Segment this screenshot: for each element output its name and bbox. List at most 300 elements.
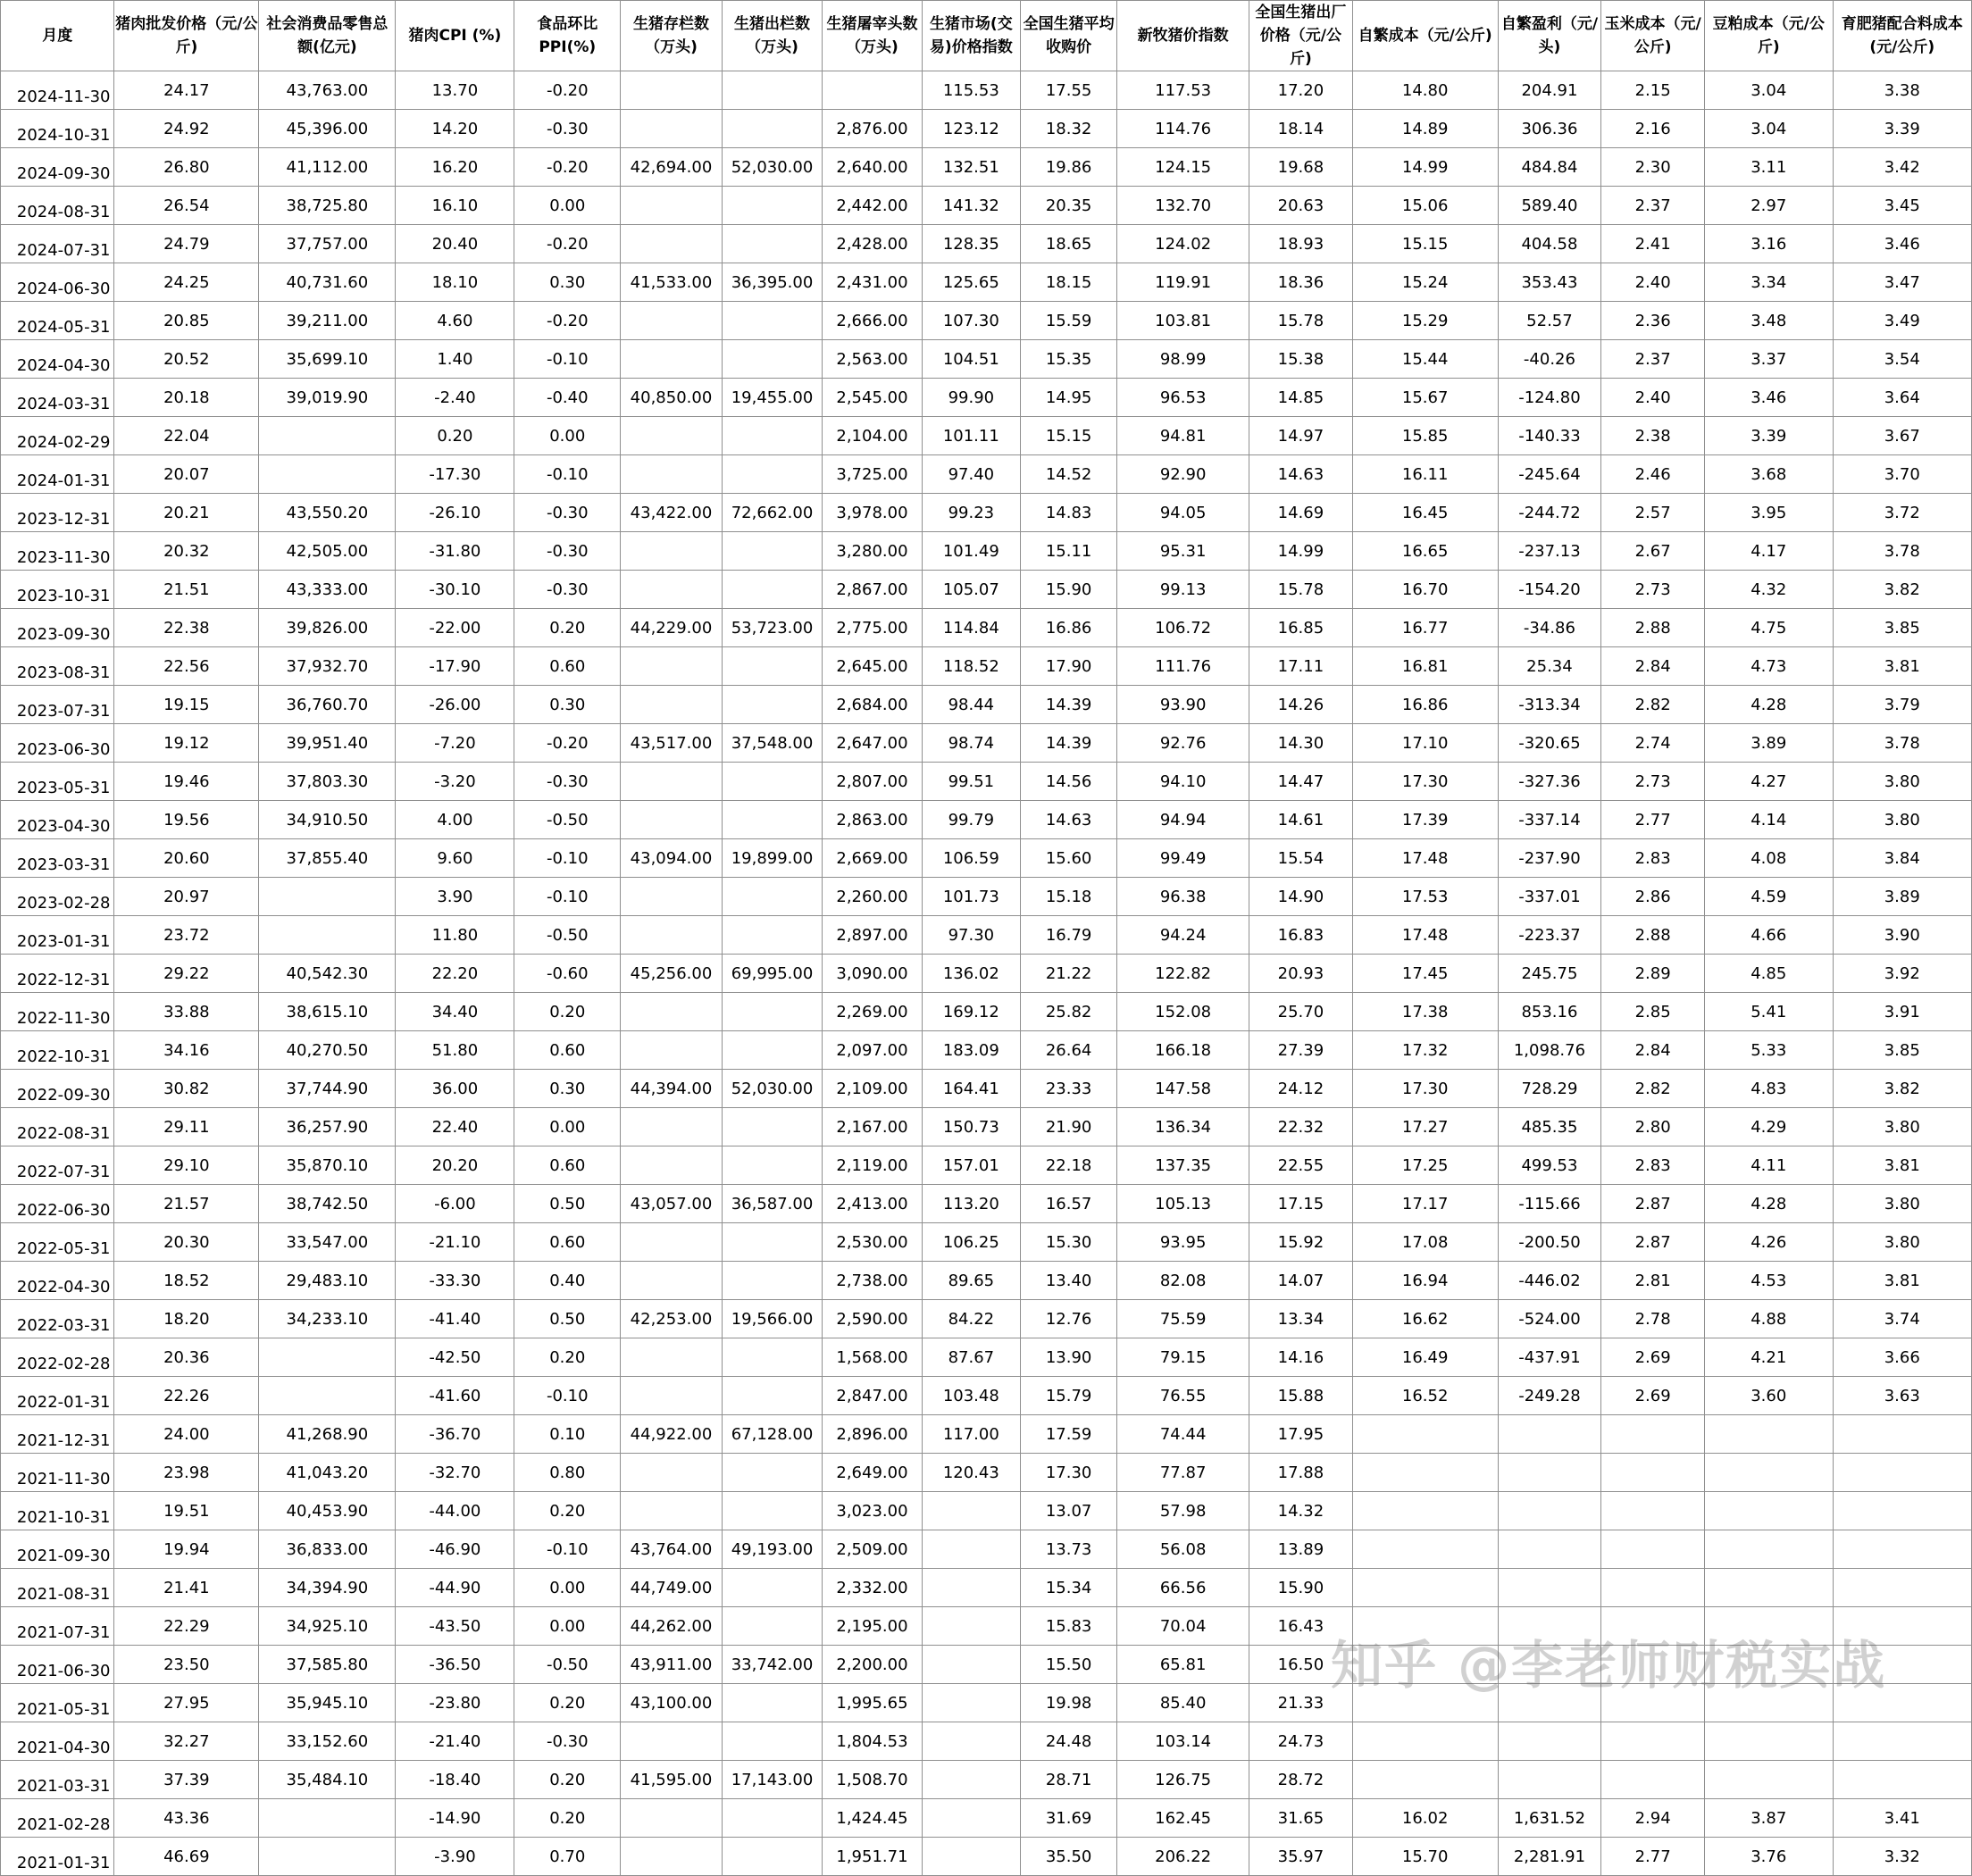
- table-cell: -115.66: [1498, 1185, 1601, 1223]
- table-cell: 20.60: [114, 839, 259, 878]
- table-cell: 132.51: [922, 148, 1020, 187]
- table-cell: 2,509.00: [823, 1530, 922, 1569]
- table-cell: -223.37: [1498, 916, 1601, 955]
- table-cell: -36.70: [396, 1415, 514, 1454]
- table-cell: [621, 571, 723, 609]
- table-cell: 97.30: [922, 916, 1020, 955]
- table-cell: 15.70: [1352, 1838, 1498, 1876]
- table-cell: 17.59: [1021, 1415, 1117, 1454]
- table-cell: 21.41: [114, 1569, 259, 1607]
- table-cell: 3.16: [1705, 225, 1834, 263]
- table-cell: [621, 993, 723, 1031]
- table-cell: 2.84: [1601, 647, 1705, 686]
- table-cell: -140.33: [1498, 417, 1601, 455]
- table-cell: [722, 1223, 822, 1262]
- table-cell: 34,394.90: [259, 1569, 396, 1607]
- table-cell: 35,699.10: [259, 340, 396, 379]
- table-cell: 99.79: [922, 801, 1020, 839]
- table-cell: 99.51: [922, 763, 1020, 801]
- table-cell: 76.55: [1117, 1377, 1249, 1415]
- table-cell: -200.50: [1498, 1223, 1601, 1262]
- column-header: 自繁盈利（元/头): [1498, 1, 1601, 71]
- table-cell: 20.52: [114, 340, 259, 379]
- table-cell: 94.81: [1117, 417, 1249, 455]
- table-cell: [621, 455, 723, 494]
- column-header: 全国生猪出厂价格（元/公斤): [1249, 1, 1353, 71]
- table-cell: [722, 571, 822, 609]
- table-cell: 43,422.00: [621, 494, 723, 532]
- row-date-cell: 2022-06-30: [1, 1185, 114, 1223]
- table-cell: 15.88: [1249, 1377, 1353, 1415]
- table-cell: 13.07: [1021, 1492, 1117, 1530]
- table-cell: 5.33: [1705, 1031, 1834, 1070]
- table-cell: 37,803.30: [259, 763, 396, 801]
- table-cell: 2.86: [1601, 878, 1705, 916]
- table-cell: 22.32: [1249, 1108, 1353, 1146]
- table-cell: -237.13: [1498, 532, 1601, 571]
- row-date-cell: 2022-05-31: [1, 1223, 114, 1262]
- table-cell: [1498, 1761, 1601, 1799]
- table-cell: 43,764.00: [621, 1530, 723, 1569]
- table-cell: [1705, 1530, 1834, 1569]
- table-cell: [1833, 1684, 1971, 1722]
- table-row: [1, 1377, 1972, 1415]
- table-cell: 206.22: [1117, 1838, 1249, 1876]
- table-cell: -327.36: [1498, 763, 1601, 801]
- row-date-cell: 2024-08-31: [1, 187, 114, 225]
- table-row: [1, 1108, 1972, 1146]
- table-cell: -0.30: [514, 532, 621, 571]
- table-cell: 16.70: [1352, 571, 1498, 609]
- table-cell: -437.91: [1498, 1338, 1601, 1377]
- table-cell: 18.20: [114, 1300, 259, 1338]
- table-cell: 3.68: [1705, 455, 1834, 494]
- table-row: [1, 1185, 1972, 1223]
- table-cell: 15.29: [1352, 302, 1498, 340]
- table-cell: -237.90: [1498, 839, 1601, 878]
- column-header: 猪肉CPI (%): [396, 1, 514, 71]
- table-cell: 43,911.00: [621, 1646, 723, 1684]
- table-cell: -21.10: [396, 1223, 514, 1262]
- table-cell: 18.52: [114, 1262, 259, 1300]
- row-date-cell: 2021-10-31: [1, 1492, 114, 1530]
- table-cell: -3.20: [396, 763, 514, 801]
- table-cell: 98.99: [1117, 340, 1249, 379]
- watermark: 知乎 @李老师财税实战: [1331, 1635, 1887, 1696]
- table-cell: 29.11: [114, 1108, 259, 1146]
- table-cell: 0.20: [514, 1492, 621, 1530]
- table-cell: [1705, 1722, 1834, 1761]
- table-cell: 15.67: [1352, 379, 1498, 417]
- table-cell: 24.92: [114, 110, 259, 148]
- table-cell: 34.16: [114, 1031, 259, 1070]
- table-cell: 3.11: [1705, 148, 1834, 187]
- table-cell: 2.84: [1601, 1031, 1705, 1070]
- table-cell: 13.73: [1021, 1530, 1117, 1569]
- table-cell: 3.72: [1833, 494, 1971, 532]
- table-cell: 26.80: [114, 148, 259, 187]
- table-cell: 3.63: [1833, 1377, 1971, 1415]
- row-date-cell: 2023-05-31: [1, 763, 114, 801]
- table-row: [1, 1031, 1972, 1070]
- table-cell: -0.10: [514, 839, 621, 878]
- table-cell: -0.20: [514, 302, 621, 340]
- table-cell: 3.46: [1833, 225, 1971, 263]
- table-cell: -40.26: [1498, 340, 1601, 379]
- table-cell: 1,995.65: [823, 1684, 922, 1722]
- table-cell: [1601, 1454, 1705, 1492]
- table-cell: 126.75: [1117, 1761, 1249, 1799]
- table-cell: 3.79: [1833, 686, 1971, 724]
- table-cell: 34,233.10: [259, 1300, 396, 1338]
- table-cell: 39,951.40: [259, 724, 396, 763]
- table-cell: 35.50: [1021, 1838, 1117, 1876]
- table-cell: 2,867.00: [823, 571, 922, 609]
- table-cell: -0.10: [514, 878, 621, 916]
- table-cell: 27.95: [114, 1684, 259, 1722]
- table-cell: 2.69: [1601, 1338, 1705, 1377]
- table-cell: -46.90: [396, 1530, 514, 1569]
- table-cell: 4.27: [1705, 763, 1834, 801]
- table-cell: -18.40: [396, 1761, 514, 1799]
- table-cell: 36,257.90: [259, 1108, 396, 1146]
- table-cell: [922, 1492, 1020, 1530]
- table-cell: 16.10: [396, 187, 514, 225]
- table-cell: 93.95: [1117, 1223, 1249, 1262]
- table-cell: 33.88: [114, 993, 259, 1031]
- table-row: [1, 455, 1972, 494]
- column-header: 新牧猪价指数: [1117, 1, 1249, 71]
- table-cell: 2,269.00: [823, 993, 922, 1031]
- table-cell: 22.29: [114, 1607, 259, 1646]
- table-cell: [1352, 1530, 1498, 1569]
- table-cell: 33,547.00: [259, 1223, 396, 1262]
- table-cell: 21.51: [114, 571, 259, 609]
- table-cell: 15.78: [1249, 302, 1353, 340]
- table-cell: 35.97: [1249, 1838, 1353, 1876]
- table-cell: 3.85: [1833, 1031, 1971, 1070]
- table-cell: 36,760.70: [259, 686, 396, 724]
- table-cell: 3.82: [1833, 1070, 1971, 1108]
- table-row: [1, 1454, 1972, 1492]
- table-cell: 16.86: [1352, 686, 1498, 724]
- table-cell: 204.91: [1498, 71, 1601, 110]
- table-cell: 157.01: [922, 1146, 1020, 1185]
- table-cell: 2.87: [1601, 1185, 1705, 1223]
- table-cell: 3.81: [1833, 647, 1971, 686]
- table-cell: [1833, 1454, 1971, 1492]
- table-cell: 245.75: [1498, 955, 1601, 993]
- table-cell: 117.53: [1117, 71, 1249, 110]
- table-cell: 14.61: [1249, 801, 1353, 839]
- table-cell: 14.63: [1249, 455, 1353, 494]
- table-row: [1, 110, 1972, 148]
- table-cell: -337.01: [1498, 878, 1601, 916]
- row-date-cell: 2022-11-30: [1, 993, 114, 1031]
- column-header: 育肥猪配合料成本(元/公斤): [1833, 1, 1971, 71]
- table-cell: 111.76: [1117, 647, 1249, 686]
- table-cell: 27.39: [1249, 1031, 1353, 1070]
- table-cell: 128.35: [922, 225, 1020, 263]
- table-cell: 3.39: [1833, 110, 1971, 148]
- table-cell: 2,590.00: [823, 1300, 922, 1338]
- table-cell: 1,631.52: [1498, 1799, 1601, 1838]
- table-cell: 25.82: [1021, 993, 1117, 1031]
- table-cell: 17.55: [1021, 71, 1117, 110]
- row-date-cell: 2024-10-31: [1, 110, 114, 148]
- table-cell: 37,585.80: [259, 1646, 396, 1684]
- table-cell: 0.00: [514, 1108, 621, 1146]
- table-cell: 34.40: [396, 993, 514, 1031]
- row-date-cell: 2021-06-30: [1, 1646, 114, 1684]
- table-cell: 31.65: [1249, 1799, 1353, 1838]
- table-cell: 0.30: [514, 686, 621, 724]
- table-cell: 2,847.00: [823, 1377, 922, 1415]
- table-cell: 1,568.00: [823, 1338, 922, 1377]
- row-date-cell: 2021-02-28: [1, 1799, 114, 1838]
- table-cell: 16.85: [1249, 609, 1353, 647]
- table-cell: 3,090.00: [823, 955, 922, 993]
- table-cell: 43,517.00: [621, 724, 723, 763]
- table-cell: 2.82: [1601, 686, 1705, 724]
- table-cell: 14.30: [1249, 724, 1353, 763]
- table-cell: 19.56: [114, 801, 259, 839]
- table-cell: 105.07: [922, 571, 1020, 609]
- table-cell: 38,742.50: [259, 1185, 396, 1223]
- table-cell: 14.32: [1249, 1492, 1353, 1530]
- table-cell: 4.29: [1705, 1108, 1834, 1146]
- table-cell: [722, 647, 822, 686]
- table-cell: 3.95: [1705, 494, 1834, 532]
- row-date-cell: 2024-03-31: [1, 379, 114, 417]
- column-header: 生猪出栏数（万头): [722, 1, 822, 71]
- table-cell: 103.48: [922, 1377, 1020, 1415]
- table-cell: 11.80: [396, 916, 514, 955]
- table-cell: 2.77: [1601, 1838, 1705, 1876]
- table-cell: 19.86: [1021, 148, 1117, 187]
- table-cell: [1601, 1722, 1705, 1761]
- table-cell: [922, 1761, 1020, 1799]
- row-date-cell: 2024-06-30: [1, 263, 114, 302]
- table-cell: 3.81: [1833, 1262, 1971, 1300]
- table-cell: 44,262.00: [621, 1607, 723, 1646]
- table-cell: 17.32: [1352, 1031, 1498, 1070]
- table-cell: 3.64: [1833, 379, 1971, 417]
- table-cell: [1705, 1646, 1834, 1684]
- table-cell: [621, 1838, 723, 1876]
- table-cell: 19,566.00: [722, 1300, 822, 1338]
- table-cell: -22.00: [396, 609, 514, 647]
- table-cell: 122.82: [1117, 955, 1249, 993]
- table-cell: 14.07: [1249, 1262, 1353, 1300]
- table-cell: 4.53: [1705, 1262, 1834, 1300]
- table-cell: 589.40: [1498, 187, 1601, 225]
- table-cell: -0.50: [514, 1646, 621, 1684]
- table-cell: 124.15: [1117, 148, 1249, 187]
- table-cell: -32.70: [396, 1454, 514, 1492]
- table-cell: 3.60: [1705, 1377, 1834, 1415]
- table-cell: [621, 1223, 723, 1262]
- table-cell: 2,428.00: [823, 225, 922, 263]
- table-cell: 46.69: [114, 1838, 259, 1876]
- table-cell: [259, 1838, 396, 1876]
- table-cell: -0.10: [514, 1377, 621, 1415]
- table-cell: 166.18: [1117, 1031, 1249, 1070]
- table-cell: 56.08: [1117, 1530, 1249, 1569]
- table-cell: 2,097.00: [823, 1031, 922, 1070]
- table-cell: -26.00: [396, 686, 514, 724]
- table-cell: -36.50: [396, 1646, 514, 1684]
- table-cell: -41.60: [396, 1377, 514, 1415]
- row-date-cell: 2023-08-31: [1, 647, 114, 686]
- table-cell: 2.73: [1601, 571, 1705, 609]
- table-cell: 31.69: [1021, 1799, 1117, 1838]
- table-cell: 18.36: [1249, 263, 1353, 302]
- table-cell: -6.00: [396, 1185, 514, 1223]
- table-cell: 95.31: [1117, 532, 1249, 571]
- table-cell: 79.15: [1117, 1338, 1249, 1377]
- table-cell: 17.53: [1352, 878, 1498, 916]
- table-cell: 353.43: [1498, 263, 1601, 302]
- table-cell: [722, 110, 822, 148]
- table-cell: 2,109.00: [823, 1070, 922, 1108]
- table-cell: -42.50: [396, 1338, 514, 1377]
- table-cell: 99.23: [922, 494, 1020, 532]
- table-cell: 21.22: [1021, 955, 1117, 993]
- table-cell: 2.16: [1601, 110, 1705, 148]
- table-cell: 37,548.00: [722, 724, 822, 763]
- table-cell: 17.39: [1352, 801, 1498, 839]
- table-cell: 2,563.00: [823, 340, 922, 379]
- table-cell: 3.49: [1833, 302, 1971, 340]
- column-header: 社会消费品零售总额(亿元): [259, 1, 396, 71]
- table-cell: [922, 1684, 1020, 1722]
- row-date-cell: 2022-10-31: [1, 1031, 114, 1070]
- table-cell: 2,431.00: [823, 263, 922, 302]
- table-cell: -337.14: [1498, 801, 1601, 839]
- table-cell: 14.52: [1021, 455, 1117, 494]
- table-cell: 3.82: [1833, 571, 1971, 609]
- table-cell: 2,645.00: [823, 647, 922, 686]
- table-cell: 12.76: [1021, 1300, 1117, 1338]
- row-date-cell: 2024-02-29: [1, 417, 114, 455]
- table-cell: 26.54: [114, 187, 259, 225]
- table-cell: 36,587.00: [722, 1185, 822, 1223]
- table-cell: 16.02: [1352, 1799, 1498, 1838]
- table-cell: 89.65: [922, 1262, 1020, 1300]
- table-cell: [621, 187, 723, 225]
- table-cell: 14.39: [1021, 724, 1117, 763]
- table-cell: [722, 763, 822, 801]
- table-cell: 136.34: [1117, 1108, 1249, 1146]
- table-cell: 24.25: [114, 263, 259, 302]
- table-cell: -7.20: [396, 724, 514, 763]
- table-cell: 51.80: [396, 1031, 514, 1070]
- table-cell: 15.92: [1249, 1223, 1353, 1262]
- table-cell: 43,100.00: [621, 1684, 723, 1722]
- row-date-cell: 2024-01-31: [1, 455, 114, 494]
- table-cell: 2,104.00: [823, 417, 922, 455]
- row-date-cell: 2021-01-31: [1, 1838, 114, 1876]
- table-cell: 0.30: [514, 1070, 621, 1108]
- table-cell: 0.80: [514, 1454, 621, 1492]
- table-row: [1, 1530, 1972, 1569]
- table-row: [1, 763, 1972, 801]
- table-cell: 17.48: [1352, 839, 1498, 878]
- column-header: 生猪存栏数（万头): [621, 1, 723, 71]
- table-cell: 20.21: [114, 494, 259, 532]
- table-cell: 15.15: [1021, 417, 1117, 455]
- table-cell: 22.55: [1249, 1146, 1353, 1185]
- table-cell: 42,505.00: [259, 532, 396, 571]
- table-cell: -524.00: [1498, 1300, 1601, 1338]
- table-cell: [1498, 1646, 1601, 1684]
- table-cell: 14.69: [1249, 494, 1353, 532]
- table-cell: 40,731.60: [259, 263, 396, 302]
- table-cell: 4.21: [1705, 1338, 1834, 1377]
- table-row: [1, 686, 1972, 724]
- table-cell: [259, 878, 396, 916]
- table-row: [1, 955, 1972, 993]
- table-row: [1, 993, 1972, 1031]
- table-cell: 16.65: [1352, 532, 1498, 571]
- table-cell: -245.64: [1498, 455, 1601, 494]
- table-row: [1, 302, 1972, 340]
- table-cell: 57.98: [1117, 1492, 1249, 1530]
- row-date-cell: 2022-03-31: [1, 1300, 114, 1338]
- table-cell: 92.90: [1117, 455, 1249, 494]
- table-cell: 93.90: [1117, 686, 1249, 724]
- table-cell: -0.30: [514, 763, 621, 801]
- table-cell: [621, 916, 723, 955]
- table-cell: 2,684.00: [823, 686, 922, 724]
- table-cell: -44.00: [396, 1492, 514, 1530]
- table-cell: 16.62: [1352, 1300, 1498, 1338]
- table-cell: 87.67: [922, 1338, 1020, 1377]
- table-cell: 15.60: [1021, 839, 1117, 878]
- table-cell: 2.41: [1601, 225, 1705, 263]
- table-cell: 0.70: [514, 1838, 621, 1876]
- table-cell: [1833, 1530, 1971, 1569]
- table-cell: 14.90: [1249, 878, 1353, 916]
- table-cell: 36,833.00: [259, 1530, 396, 1569]
- table-cell: 92.76: [1117, 724, 1249, 763]
- table-cell: 17.30: [1352, 1070, 1498, 1108]
- table-cell: 0.00: [514, 187, 621, 225]
- table-cell: 2,775.00: [823, 609, 922, 647]
- table-cell: 30.82: [114, 1070, 259, 1108]
- table-cell: 14.95: [1021, 379, 1117, 417]
- table-cell: 24.79: [114, 225, 259, 263]
- table-cell: [722, 686, 822, 724]
- table-cell: 33,152.60: [259, 1722, 396, 1761]
- table-cell: 15.79: [1021, 1377, 1117, 1415]
- table-cell: 3.42: [1833, 148, 1971, 187]
- table-cell: 114.76: [1117, 110, 1249, 148]
- table-cell: 16.83: [1249, 916, 1353, 955]
- table-cell: 20.93: [1249, 955, 1353, 993]
- table-cell: 2.94: [1601, 1799, 1705, 1838]
- table-cell: [722, 1031, 822, 1070]
- table-row: [1, 647, 1972, 686]
- table-cell: [1601, 1684, 1705, 1722]
- column-header-month: 月度: [1, 1, 114, 71]
- table-cell: 45,256.00: [621, 955, 723, 993]
- table-cell: 4.75: [1705, 609, 1834, 647]
- table-cell: 14.83: [1021, 494, 1117, 532]
- table-cell: 4.32: [1705, 571, 1834, 609]
- table-cell: 2.87: [1601, 1223, 1705, 1262]
